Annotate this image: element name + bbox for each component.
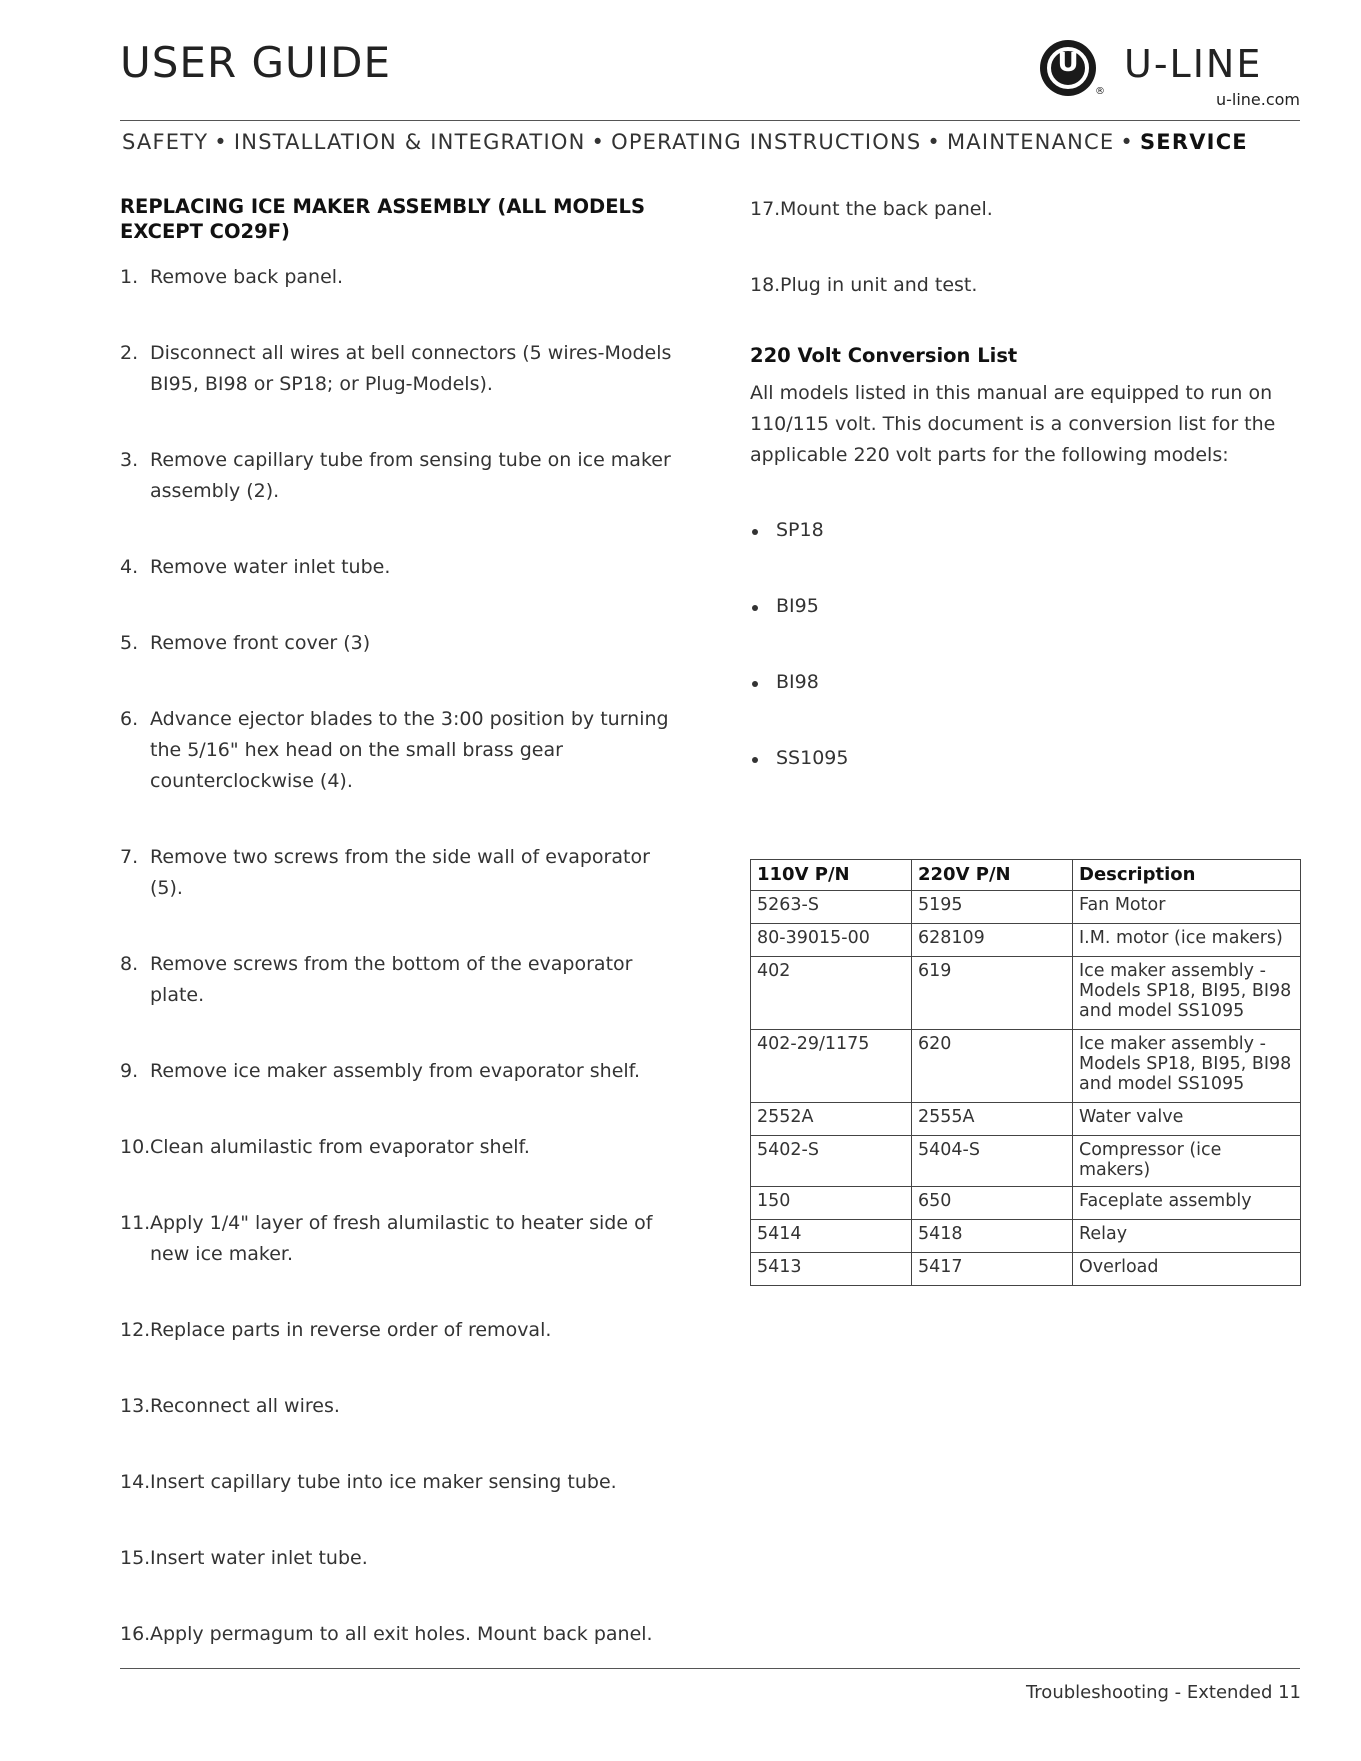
replacement-steps	[120, 262, 680, 1650]
step-text: Remove screws from the bottom of the evaporator plate.	[150, 953, 633, 1006]
step-text: Reconnect all wires.	[150, 1395, 340, 1417]
step-text: Remove capillary tube from sensing tube on ice maker assembly (2).	[150, 449, 671, 502]
table-cell: 650	[912, 1187, 1073, 1220]
step-number: 14.	[120, 1471, 151, 1493]
table-cell: Faceplate assembly	[1073, 1187, 1301, 1220]
step-number: 15.	[120, 1547, 151, 1569]
table-cell: 5263-S	[751, 891, 912, 924]
list-item	[120, 1391, 680, 1422]
registered-mark: ®	[1095, 86, 1105, 97]
nav-separator: •	[214, 130, 228, 154]
table-row	[751, 1187, 1301, 1220]
header-divider	[120, 120, 1300, 121]
continued-steps	[750, 194, 1302, 301]
step-number: 17.	[750, 198, 781, 220]
step-number: 2.	[120, 342, 139, 364]
nav-item-installation: INSTALLATION & INTEGRATION	[233, 130, 586, 154]
section-heading: REPLACING ICE MAKER ASSEMBLY (ALL MODELS EXCEPT CO29F)	[120, 195, 646, 243]
table-cell: 5414	[751, 1220, 912, 1253]
list-item	[120, 338, 680, 400]
list-item	[120, 445, 680, 507]
column-header-110v: 110V P/N	[751, 860, 912, 891]
logo-mark-icon	[1040, 40, 1096, 96]
step-text: Apply permagum to all exit holes. Mount back panel.	[150, 1623, 653, 1645]
table-cell: Overload	[1073, 1253, 1301, 1286]
table-cell: 2555A	[912, 1103, 1073, 1136]
table-cell: 5413	[751, 1253, 912, 1286]
table-cell: 619	[912, 957, 1073, 1030]
list-item	[120, 1132, 680, 1163]
list-item	[750, 270, 1302, 301]
table-cell: 2552A	[751, 1103, 912, 1136]
conversion-heading: 220 Volt Conversion List	[750, 344, 1018, 367]
table-row	[751, 1220, 1301, 1253]
page-title: USER GUIDE	[120, 38, 392, 87]
list-item	[750, 194, 1302, 225]
list-item: SP18	[750, 515, 1302, 546]
table-cell: 402	[751, 957, 912, 1030]
step-text: Apply 1/4" layer of fresh alumilastic to heater side of new ice maker.	[150, 1212, 653, 1265]
list-item: BI95	[750, 591, 1302, 622]
conversion-table	[750, 859, 1301, 1286]
nav-separator: •	[1120, 130, 1134, 154]
table-cell: 5418	[912, 1220, 1073, 1253]
step-text: Mount the back panel.	[780, 198, 993, 220]
left-column	[120, 194, 680, 1650]
step-text: Remove two screws from the side wall of evaporator (5).	[150, 846, 650, 899]
table-row	[751, 1103, 1301, 1136]
table-cell: 620	[912, 1030, 1073, 1103]
brand-url: u-line.com	[1215, 90, 1300, 109]
nav-item-operating: OPERATING INSTRUCTIONS	[611, 130, 922, 154]
nav-separator: •	[591, 130, 606, 154]
step-number: 6.	[120, 708, 139, 730]
list-item	[120, 552, 680, 583]
step-text: Advance ejector blades to the 3:00 position by turning the 5/16" hex head on the small brass gear counterclockwise (4).	[150, 708, 669, 792]
table-cell: 5417	[912, 1253, 1073, 1286]
brand-logo	[1040, 36, 1300, 108]
list-item	[120, 1208, 680, 1270]
table-cell: Ice maker assembly - Models SP18, BI95, BI98 and model SS1095	[1073, 1030, 1301, 1103]
table-cell: I.M. motor (ice makers)	[1073, 924, 1301, 957]
step-number: 3.	[120, 449, 139, 471]
step-number: 1.	[120, 266, 139, 288]
page-footer: Troubleshooting - Extended 11	[1025, 1682, 1301, 1703]
step-text: Replace parts in reverse order of removal.	[150, 1319, 552, 1341]
column-header-220v: 220V P/N	[912, 860, 1073, 891]
step-number: 13.	[120, 1395, 151, 1417]
nav-item-service: SERVICE	[1139, 130, 1248, 154]
table-row	[751, 924, 1301, 957]
list-item	[120, 262, 680, 293]
list-item	[120, 628, 680, 659]
list-item	[120, 949, 680, 1011]
step-number: 18.	[750, 274, 781, 296]
step-text: Remove ice maker assembly from evaporator shelf.	[150, 1060, 641, 1082]
table-cell: Ice maker assembly - Models SP18, BI95, BI98 and model SS1095	[1073, 957, 1301, 1030]
table-row	[751, 1030, 1301, 1103]
list-item	[120, 842, 680, 904]
table-cell: Fan Motor	[1073, 891, 1301, 924]
table-cell: Relay	[1073, 1220, 1301, 1253]
logo-letter: U	[1057, 48, 1079, 78]
table-row	[751, 957, 1301, 1030]
conversion-description: All models listed in this manual are equipped to run on 110/115 volt. This document is a conversion list for the applicable 220 volt parts for the following models:	[750, 382, 1276, 466]
section-breadcrumb	[122, 130, 1302, 154]
step-text: Insert water inlet tube.	[150, 1547, 368, 1569]
table-cell: 402-29/1175	[751, 1030, 912, 1103]
list-item	[120, 1467, 680, 1498]
list-item: SS1095	[750, 743, 1302, 774]
list-item	[120, 704, 680, 797]
table-cell: 5404-S	[912, 1136, 1073, 1187]
model-list	[750, 515, 1302, 774]
step-number: 11.	[120, 1212, 151, 1234]
table-cell: 628109	[912, 924, 1073, 957]
step-text: Disconnect all wires at bell connectors (5 wires-Models BI95, BI98 or SP18; or Plug-Models).	[150, 342, 672, 395]
step-number: 9.	[120, 1060, 139, 1082]
right-column	[750, 194, 1302, 774]
step-text: Insert capillary tube into ice maker sensing tube.	[150, 1471, 617, 1493]
table-cell: Water valve	[1073, 1103, 1301, 1136]
nav-item-safety: SAFETY	[122, 130, 209, 154]
step-text: Remove back panel.	[150, 266, 344, 288]
table-cell: 5195	[912, 891, 1073, 924]
nav-separator: •	[927, 130, 941, 154]
step-number: 5.	[120, 632, 139, 654]
step-number: 4.	[120, 556, 139, 578]
brand-name: U-LINE	[1124, 42, 1263, 86]
step-text: Plug in unit and test.	[780, 274, 978, 296]
step-text: Remove front cover (3)	[150, 632, 371, 654]
table-cell: 150	[751, 1187, 912, 1220]
table-header-row	[751, 860, 1301, 891]
step-number: 7.	[120, 846, 139, 868]
step-number: 10.	[120, 1136, 151, 1158]
list-item	[120, 1543, 680, 1574]
list-item	[120, 1619, 680, 1650]
table-cell: 5402-S	[751, 1136, 912, 1187]
step-number: 16.	[120, 1623, 151, 1645]
nav-item-maintenance: MAINTENANCE	[946, 130, 1115, 154]
step-number: 12.	[120, 1319, 151, 1341]
table-row	[751, 1136, 1301, 1187]
column-header-description: Description	[1073, 860, 1301, 891]
step-text: Remove water inlet tube.	[150, 556, 391, 578]
table-cell: 80-39015-00	[751, 924, 912, 957]
footer-divider	[120, 1668, 1300, 1669]
list-item	[120, 1315, 680, 1346]
step-text: Clean alumilastic from evaporator shelf.	[150, 1136, 530, 1158]
list-item	[120, 1056, 680, 1087]
step-number: 8.	[120, 953, 139, 975]
table-cell: Compressor (ice makers)	[1073, 1136, 1301, 1187]
list-item: BI98	[750, 667, 1302, 698]
table-row	[751, 1253, 1301, 1286]
table-row	[751, 891, 1301, 924]
